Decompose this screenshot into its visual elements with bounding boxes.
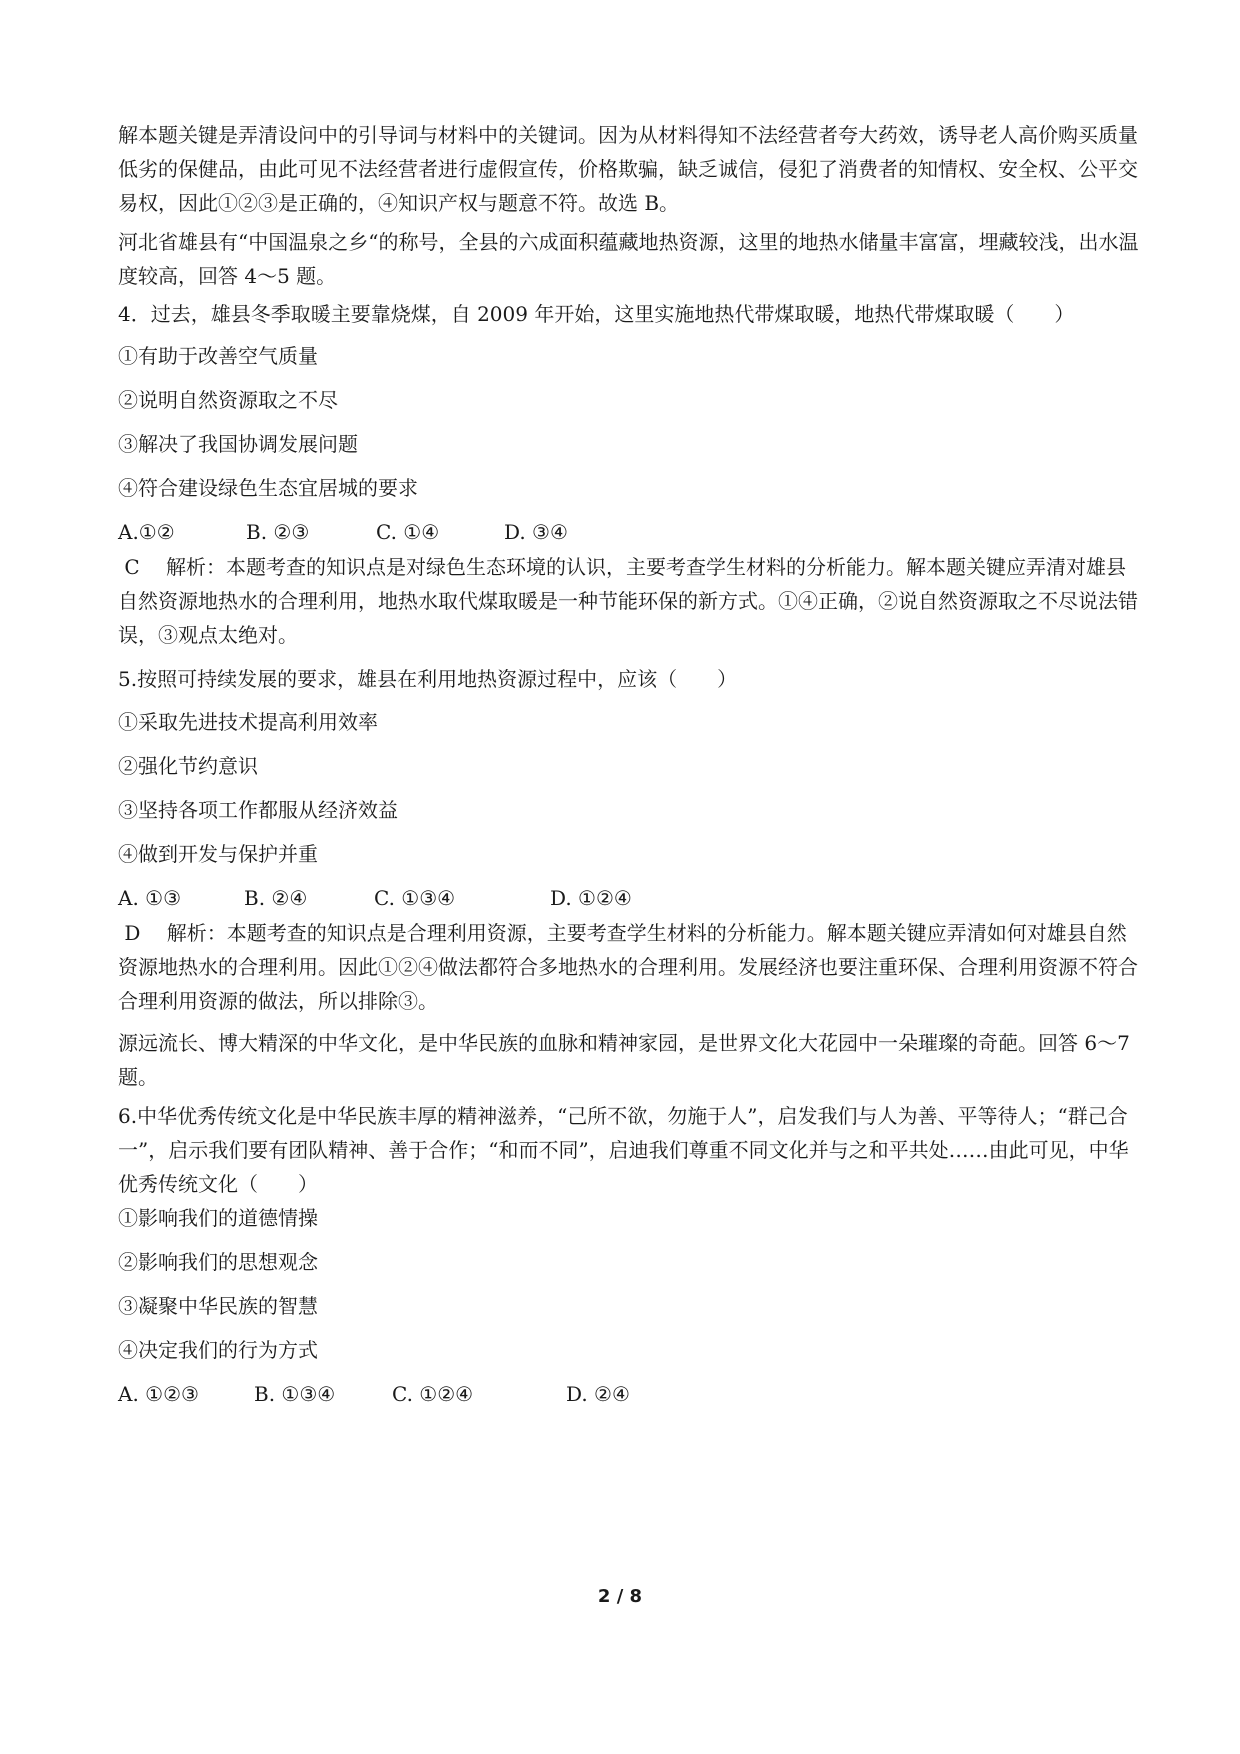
q4-item-4: ④符合建设绿色生态宜居城的要求	[118, 476, 418, 500]
q5-item-4: ④做到开发与保护并重	[118, 842, 318, 866]
page-number: 2 / 8	[597, 1586, 643, 1607]
q4-item-1: ①有助于改善空气质量	[118, 344, 318, 368]
q4-option-c: C. ①④	[376, 520, 440, 544]
answer-analysis-q3: 解本题关键是弄清设问中的引导词与材料中的关键词。因为从材料得知不法经营者夸大药效，诱导老人高价购买质量低劣的保健品，由此可见不法经营者进行虚假宣传，价格欺骗，缺乏诚信，侵犯了消费者的知情权、安全权、公平交易权，因此①②③是正确的，④知识产权与题意不符。故选 B。	[118, 123, 1138, 215]
q4-options	[118, 515, 1143, 549]
q4-option-d: D. ③④	[504, 520, 568, 544]
q5-item-3: ③坚持各项工作都服从经济效益	[118, 798, 398, 822]
q4-analysis: C 解析：本题考查的知识点是对绿色生态环境的认识，主要考查学生材料的分析能力。解本题关键应弄清对雄县自然资源地热水的合理利用，地热水取代煤取暖是一种节能环保的新方式。①④正确，②说自然资源取之不尽说法错误，③观点太绝对。	[118, 555, 1138, 647]
q5-analysis: D 解析：本题考查的知识点是合理利用资源，主要考查学生材料的分析能力。解本题关键应弄清如何对雄县自然资源地热水的合理利用。因此①②④做法都符合多地热水的合理利用。发展经济也要注重环保、合理利用资源不符合合理利用资源的做法，所以排除③。	[118, 921, 1138, 1013]
question-5-stem: 5.按照可持续发展的要求，雄县在利用地热资源过程中，应该（ ）	[118, 667, 738, 691]
q6-options	[118, 1377, 1143, 1411]
q5-options	[118, 881, 1143, 915]
material-geothermal: 河北省雄县有“中国温泉之乡“的称号，全县的六成面积蕴藏地热资源，这里的地热水储量丰富富，埋藏较浅，出水温度较高，回答 4～5 题。	[118, 230, 1139, 288]
q5-option-c: C. ①③④	[374, 886, 456, 910]
q5-option-a: A. ①③	[118, 886, 182, 910]
q6-item-3: ③凝聚中华民族的智慧	[118, 1294, 318, 1318]
q5-item-2: ②强化节约意识	[118, 754, 258, 778]
q4-option-b: B. ②③	[246, 520, 310, 544]
q6-option-a: A. ①②③	[118, 1382, 199, 1406]
q6-option-c: C. ①②④	[392, 1382, 474, 1406]
q6-option-b: B. ①③④	[254, 1382, 336, 1406]
q6-item-2: ②影响我们的思想观念	[118, 1250, 318, 1274]
q6-option-d: D. ②④	[566, 1382, 630, 1406]
question-6-stem: 6.中华优秀传统文化是中华民族丰厚的精神滋养，“己所不欲，勿施于人”，启发我们与人为善、平等待人；“群己合一”，启示我们要有团队精神、善于合作；“和而不同”，启迪我们尊重不同文化并与之和平共处……由此可见，中华优秀传统文化（ ）	[118, 1104, 1129, 1196]
q4-item-2: ②说明自然资源取之不尽	[118, 388, 338, 412]
question-4-stem: 4．过去，雄县冬季取暖主要靠烧煤，自 2009 年开始，这里实施地热代带煤取暖，地热代带煤取暖（ ）	[118, 302, 1075, 326]
q5-option-d: D. ①②④	[550, 886, 632, 910]
q5-item-1: ①采取先进技术提高利用效率	[118, 710, 378, 734]
q4-option-a: A.①②	[118, 520, 175, 544]
q4-item-3: ③解决了我国协调发展问题	[118, 432, 358, 456]
q5-option-b: B. ②④	[244, 886, 308, 910]
material-chinese-culture: 源远流长、博大精深的中华文化，是中华民族的血脉和精神家园，是世界文化大花园中一朵璀璨的奇葩。回答 6～7 题。	[118, 1031, 1137, 1089]
q6-item-4: ④决定我们的行为方式	[118, 1338, 318, 1362]
q6-item-1: ①影响我们的道德情操	[118, 1206, 318, 1230]
